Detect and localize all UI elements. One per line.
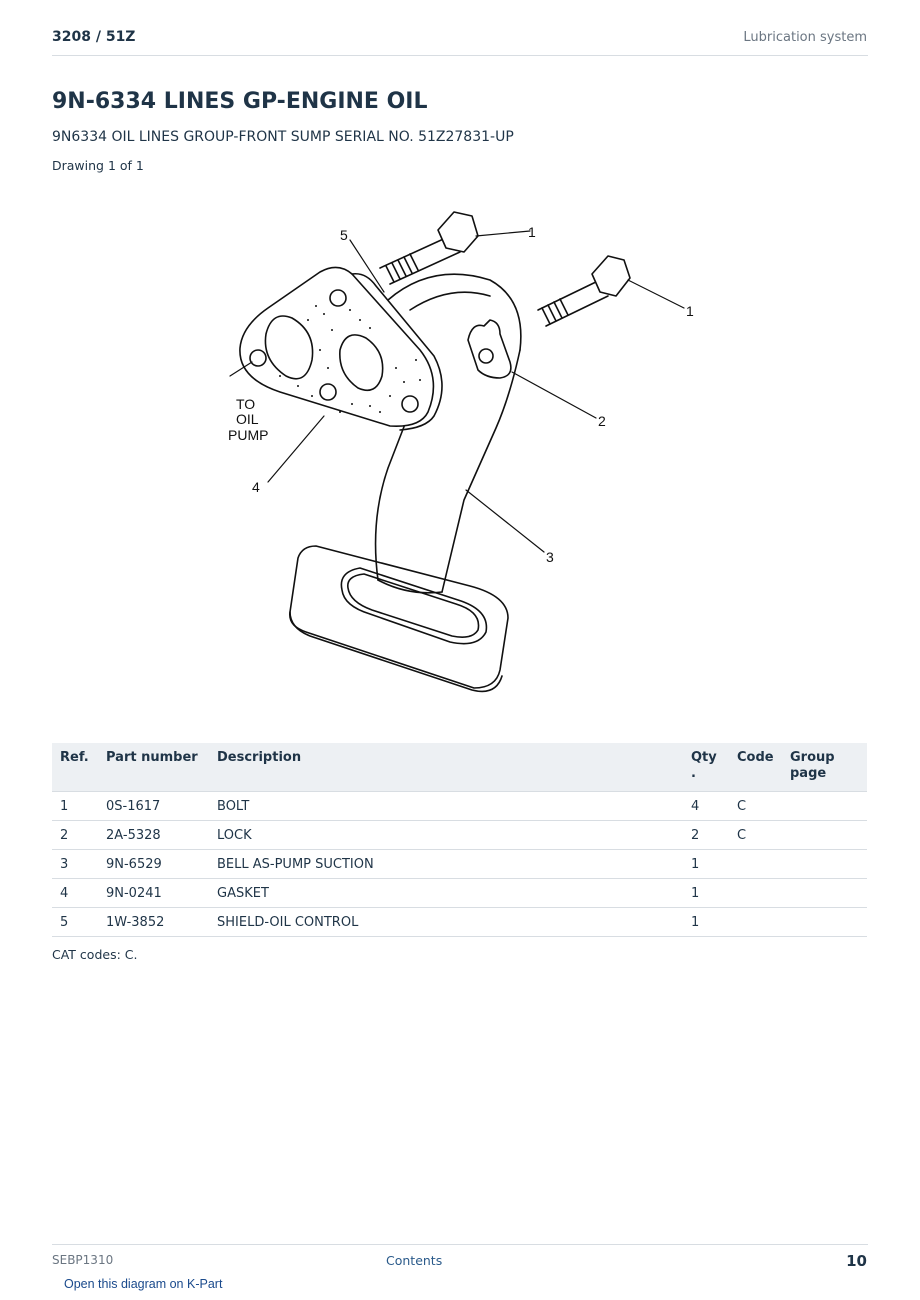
cell-group-page xyxy=(782,850,867,879)
leader-2 xyxy=(512,372,596,418)
cell-ref: 4 xyxy=(52,879,98,908)
bolt-right-thread xyxy=(542,299,568,324)
footer-divider xyxy=(52,1244,868,1245)
table-row xyxy=(52,792,867,821)
cell-code xyxy=(729,879,782,908)
drawing-count: Drawing 1 of 1 xyxy=(52,158,144,173)
parts-diagram[interactable] xyxy=(220,200,700,700)
leader-1a xyxy=(476,231,530,236)
page-number: 10 xyxy=(846,1252,867,1270)
cell-qty: 4 xyxy=(683,792,729,821)
cell-group-page xyxy=(782,908,867,937)
cell-group-page xyxy=(782,879,867,908)
pump-label-line2: OIL xyxy=(236,411,259,427)
cell-description: BOLT xyxy=(209,792,683,821)
cell-code: C xyxy=(729,792,782,821)
table-row xyxy=(52,908,867,937)
contents-link[interactable]: Contents xyxy=(386,1253,443,1268)
table-row xyxy=(52,879,867,908)
page-subtitle: 9N6334 OIL LINES GROUP-FRONT SUMP SERIAL NO. 51Z27831-UP xyxy=(52,129,514,145)
cell-part-number: 2A-5328 xyxy=(98,821,209,850)
cell-ref: 3 xyxy=(52,850,98,879)
table-row xyxy=(52,850,867,879)
cell-part-number: 1W-3852 xyxy=(98,908,209,937)
callout-1a: 1 xyxy=(528,224,536,240)
cell-code xyxy=(729,908,782,937)
cell-description: SHIELD-OIL CONTROL xyxy=(209,908,683,937)
leader-3 xyxy=(466,490,544,552)
bell-base-outline xyxy=(290,546,508,688)
cell-part-number: 9N-0241 xyxy=(98,879,209,908)
header-qty xyxy=(683,743,729,792)
table-row xyxy=(52,821,867,850)
header-qty-line1: Qty xyxy=(691,750,717,765)
cell-group-page xyxy=(782,821,867,850)
cell-description: GASKET xyxy=(209,879,683,908)
header-divider xyxy=(52,55,868,56)
leader-1b xyxy=(628,280,684,308)
cell-qty: 1 xyxy=(683,879,729,908)
cell-ref: 5 xyxy=(52,908,98,937)
cell-description: BELL AS-PUMP SUCTION xyxy=(209,850,683,879)
header-group-line2: page xyxy=(790,766,827,781)
callout-3: 3 xyxy=(546,549,554,565)
callout-1b: 1 xyxy=(686,303,694,319)
cell-qty: 2 xyxy=(683,821,729,850)
footer-doc-id: SEBP1310 xyxy=(52,1253,114,1267)
header-ref: Ref. xyxy=(52,743,98,792)
callout-4: 4 xyxy=(252,479,260,495)
bolt-right-head xyxy=(592,256,630,296)
cell-part-number: 9N-6529 xyxy=(98,850,209,879)
leader-4 xyxy=(268,416,324,482)
table-header-row xyxy=(52,743,867,792)
header-description: Description xyxy=(209,743,683,792)
callout-2: 2 xyxy=(598,413,606,429)
cell-qty: 1 xyxy=(683,850,729,879)
header-qty-line2: . xyxy=(691,766,696,781)
header-section: Lubrication system xyxy=(743,30,867,45)
cell-code: C xyxy=(729,821,782,850)
page-title: 9N-6334 LINES GP-ENGINE OIL xyxy=(52,89,428,114)
parts-table xyxy=(52,743,867,937)
pump-label-line3: PUMP xyxy=(228,427,269,443)
header-part-number: Part number xyxy=(98,743,209,792)
cell-group-page xyxy=(782,792,867,821)
kpart-link[interactable]: Open this diagram on K-Part xyxy=(64,1277,223,1291)
header-group-page xyxy=(782,743,867,792)
header-model: 3208 / 51Z xyxy=(52,29,136,45)
cell-description: LOCK xyxy=(209,821,683,850)
pump-label-line1: TO xyxy=(236,396,256,412)
cat-codes-note: CAT codes: C. xyxy=(52,947,138,962)
cell-ref: 1 xyxy=(52,792,98,821)
header-group-line1: Group xyxy=(790,750,835,765)
callout-5: 5 xyxy=(340,227,348,243)
cell-code xyxy=(729,850,782,879)
header-code: Code xyxy=(729,743,782,792)
cell-ref: 2 xyxy=(52,821,98,850)
bolt-upper-head xyxy=(438,212,478,252)
cell-qty: 1 xyxy=(683,908,729,937)
cell-part-number: 0S-1617 xyxy=(98,792,209,821)
